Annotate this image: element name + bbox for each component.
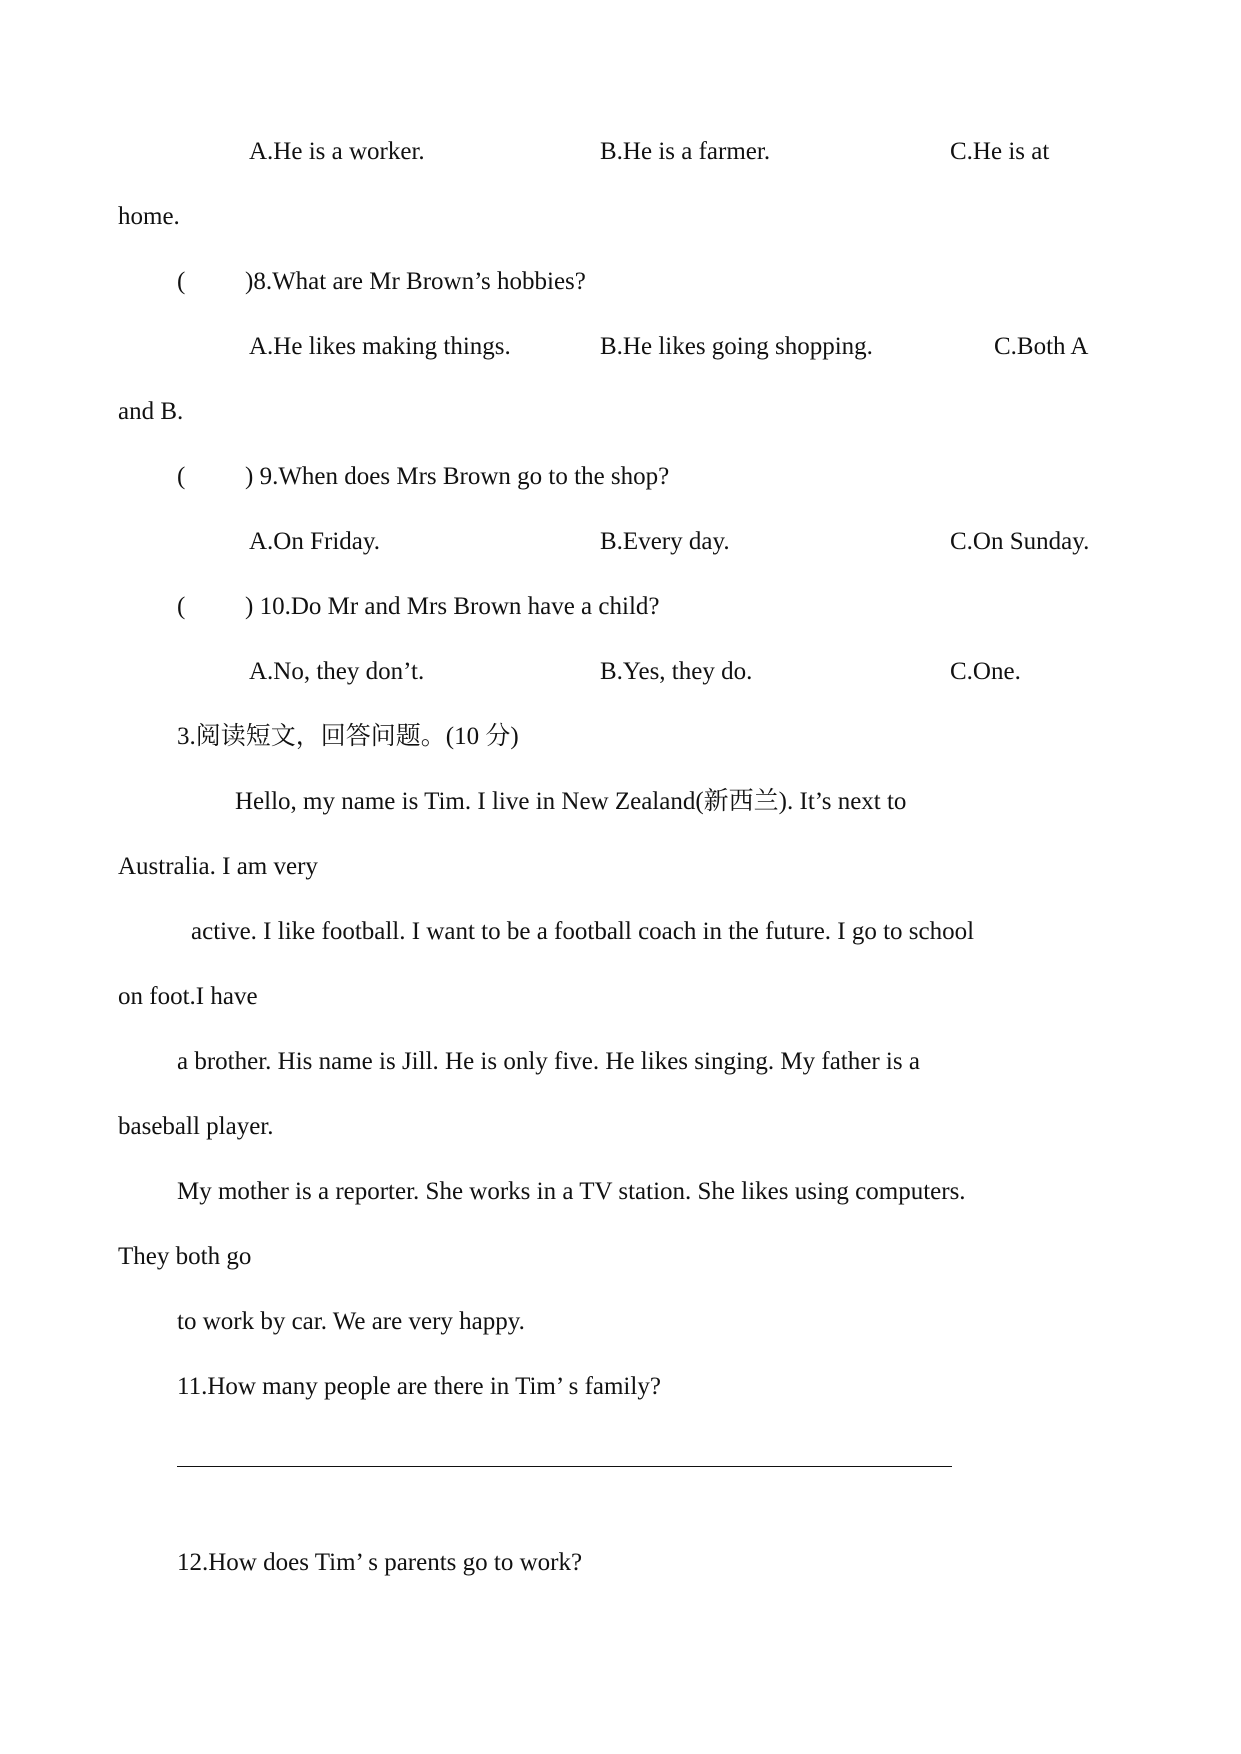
q8-option-c-continued: and B.: [118, 398, 184, 425]
passage-line-3: active. I like football. I want to be a football coach in the future. I go to school: [191, 918, 975, 945]
q10-question: ) 10.Do Mr and Mrs Brown have a child?: [245, 593, 660, 620]
q8-option-c: C.Both A: [994, 333, 1089, 360]
q8-option-b: B.He likes going shopping.: [600, 333, 873, 360]
q10-option-a: A.No, they don’t.: [249, 658, 425, 685]
q7-option-a: A.He is a worker.: [249, 138, 425, 165]
passage-line-2: Australia. I am very: [118, 853, 318, 880]
passage-line-9: to work by car. We are very happy.: [177, 1308, 525, 1335]
q8-question: )8.What are Mr Brown’s hobbies?: [245, 268, 586, 295]
q9-question: ) 9.When does Mrs Brown go to the shop?: [245, 463, 670, 490]
passage-line-5: a brother. His name is Jill. He is only five. He likes singing. My father is a: [177, 1048, 920, 1075]
q10-option-c: C.One.: [950, 658, 1021, 685]
q8-answer-bracket: (: [177, 268, 186, 295]
q7-option-c-continued: home.: [118, 203, 180, 230]
q8-option-a: A.He likes making things.: [249, 333, 511, 360]
q7-option-c: C.He is at: [950, 138, 1050, 165]
q11-question: 11.How many people are there in Tim’ s family?: [177, 1373, 661, 1400]
q9-answer-bracket: (: [177, 463, 186, 490]
q9-option-c: C.On Sunday.: [950, 528, 1090, 555]
section-3-heading: 3.阅读短文，回答问题。(10 分): [177, 723, 519, 750]
q9-option-a: A.On Friday.: [249, 528, 381, 555]
passage-line-4: on foot.I have: [118, 983, 258, 1010]
passage-line-1: Hello, my name is Tim. I live in New Zealand(新西兰). It’s next to: [235, 788, 907, 815]
q9-option-b: B.Every day.: [600, 528, 730, 555]
q10-answer-bracket: (: [177, 593, 186, 620]
q12-question: 12.How does Tim’ s parents go to work?: [177, 1549, 583, 1576]
q10-option-b: B.Yes, they do.: [600, 658, 753, 685]
q7-option-b: B.He is a farmer.: [600, 138, 771, 165]
passage-line-8: They both go: [118, 1243, 252, 1270]
passage-line-7: My mother is a reporter. She works in a TV station. She likes using computers.: [177, 1178, 966, 1205]
passage-line-6: baseball player.: [118, 1113, 274, 1140]
q11-answer-line[interactable]: [177, 1466, 952, 1467]
